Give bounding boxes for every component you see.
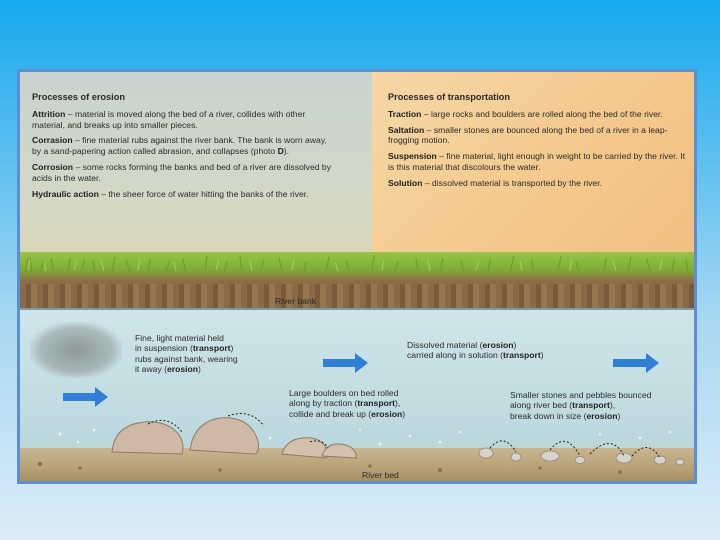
grass-blades-light [28, 259, 662, 271]
label-text: ) [402, 408, 406, 419]
traction-label [289, 388, 459, 419]
grass-blades [25, 255, 688, 274]
solution-label [407, 340, 617, 361]
boulder-icon [190, 418, 259, 454]
boulder-icon [322, 444, 356, 458]
suspension-text: – fine material, light enough in weight to be carried by the river. It is this material that discolours the water. [388, 151, 686, 172]
label-text: ), [609, 400, 616, 411]
traction-term: Traction [388, 108, 422, 119]
label-emphasis: erosion [167, 364, 199, 375]
corrasion-text: – fine material rubs against the river bank. The bank is worn away, by a sand-papering action called abrasion, and collapses (photo [32, 135, 327, 157]
boulder-icon [112, 422, 183, 454]
corrasion-end: ). [283, 146, 290, 157]
label-emphasis: transport [192, 343, 231, 354]
label-emphasis: transport [572, 400, 610, 411]
saltation-label-line: Smaller stones and pebbles bounced [510, 390, 652, 400]
suspension-term: Suspension [388, 151, 437, 162]
bed-stones [38, 462, 622, 474]
label-text: ) [230, 343, 234, 354]
suspension-label-line [135, 343, 285, 353]
flow-arrow-icon [613, 353, 659, 373]
label-text: ) [513, 340, 517, 350]
solution-term: Solution [388, 177, 423, 188]
diagram-frame [17, 69, 697, 484]
suspension-label-line: rubs against bank, wearing [135, 353, 238, 364]
saltation-label-line [510, 411, 692, 421]
label-text: carried along in solution ( [407, 350, 504, 361]
hydraulic-text: – the sheer force of water hitting the banks of the river. [98, 188, 309, 199]
boulder-icon [282, 438, 328, 458]
label-text: ), [395, 398, 401, 409]
suspension-label-line [135, 364, 285, 374]
label-emphasis: transport [357, 398, 396, 409]
saltation-label [510, 390, 692, 421]
solution-label-line [407, 350, 617, 360]
attrition-text: – material is moved along the bed of a river, collides with other material, and breaks up into smaller pieces. [32, 108, 306, 130]
flow-arrow-icon [323, 353, 368, 373]
label-text: along by traction ( [289, 398, 358, 409]
label-emphasis: transport [503, 350, 541, 361]
saltation-text: – smaller stones are bounced along the bed of a river in a leap-frogging motion. [388, 124, 668, 146]
solution-label-line [407, 340, 617, 350]
label-emphasis: erosion [371, 408, 403, 419]
suspension-label-line: Fine, light material held [135, 333, 224, 343]
label-text: ) [617, 410, 621, 421]
label-text: collide and break up ( [289, 408, 372, 419]
label-emphasis: erosion [586, 410, 618, 421]
solution-text: – dissolved material is transported by the river. [422, 177, 602, 188]
traction-label-line [289, 398, 459, 408]
flow-arrow-icon [63, 387, 108, 407]
corrosion-term: Corrosion [32, 161, 74, 172]
hydraulic-term: Hydraulic action [32, 188, 99, 199]
river-bed-label: River bed [362, 470, 399, 480]
saltation-term: Saltation [388, 124, 425, 135]
traction-label-line: Large boulders on bed rolled [289, 388, 399, 398]
attrition-term: Attrition [32, 108, 66, 119]
label-text: along river bed ( [510, 400, 573, 411]
label-emphasis: erosion [482, 340, 514, 350]
traction-text: – large rocks and boulders are rolled along the bed of the river. [421, 108, 663, 119]
transport-heading: Processes of transportation [388, 92, 511, 102]
label-text: Dissolved material ( [407, 340, 483, 350]
label-text: in suspension ( [135, 343, 193, 354]
corrosion-text: – some rocks forming the banks and bed of a river are dissolved by acids in the water. [32, 161, 332, 183]
erosion-heading: Processes of erosion [32, 92, 125, 102]
label-text: break down in size ( [510, 410, 587, 421]
label-text: ) [540, 350, 544, 361]
corrasion-term: Corrasion [32, 135, 73, 146]
label-text: it away ( [135, 364, 167, 375]
saltation-label-line [510, 400, 692, 410]
traction-label-line [289, 409, 459, 419]
suspension-label [135, 333, 285, 375]
label-text: ) [198, 364, 201, 375]
photo-ref: D [277, 146, 284, 157]
river-bank-label: River bank [275, 296, 317, 306]
